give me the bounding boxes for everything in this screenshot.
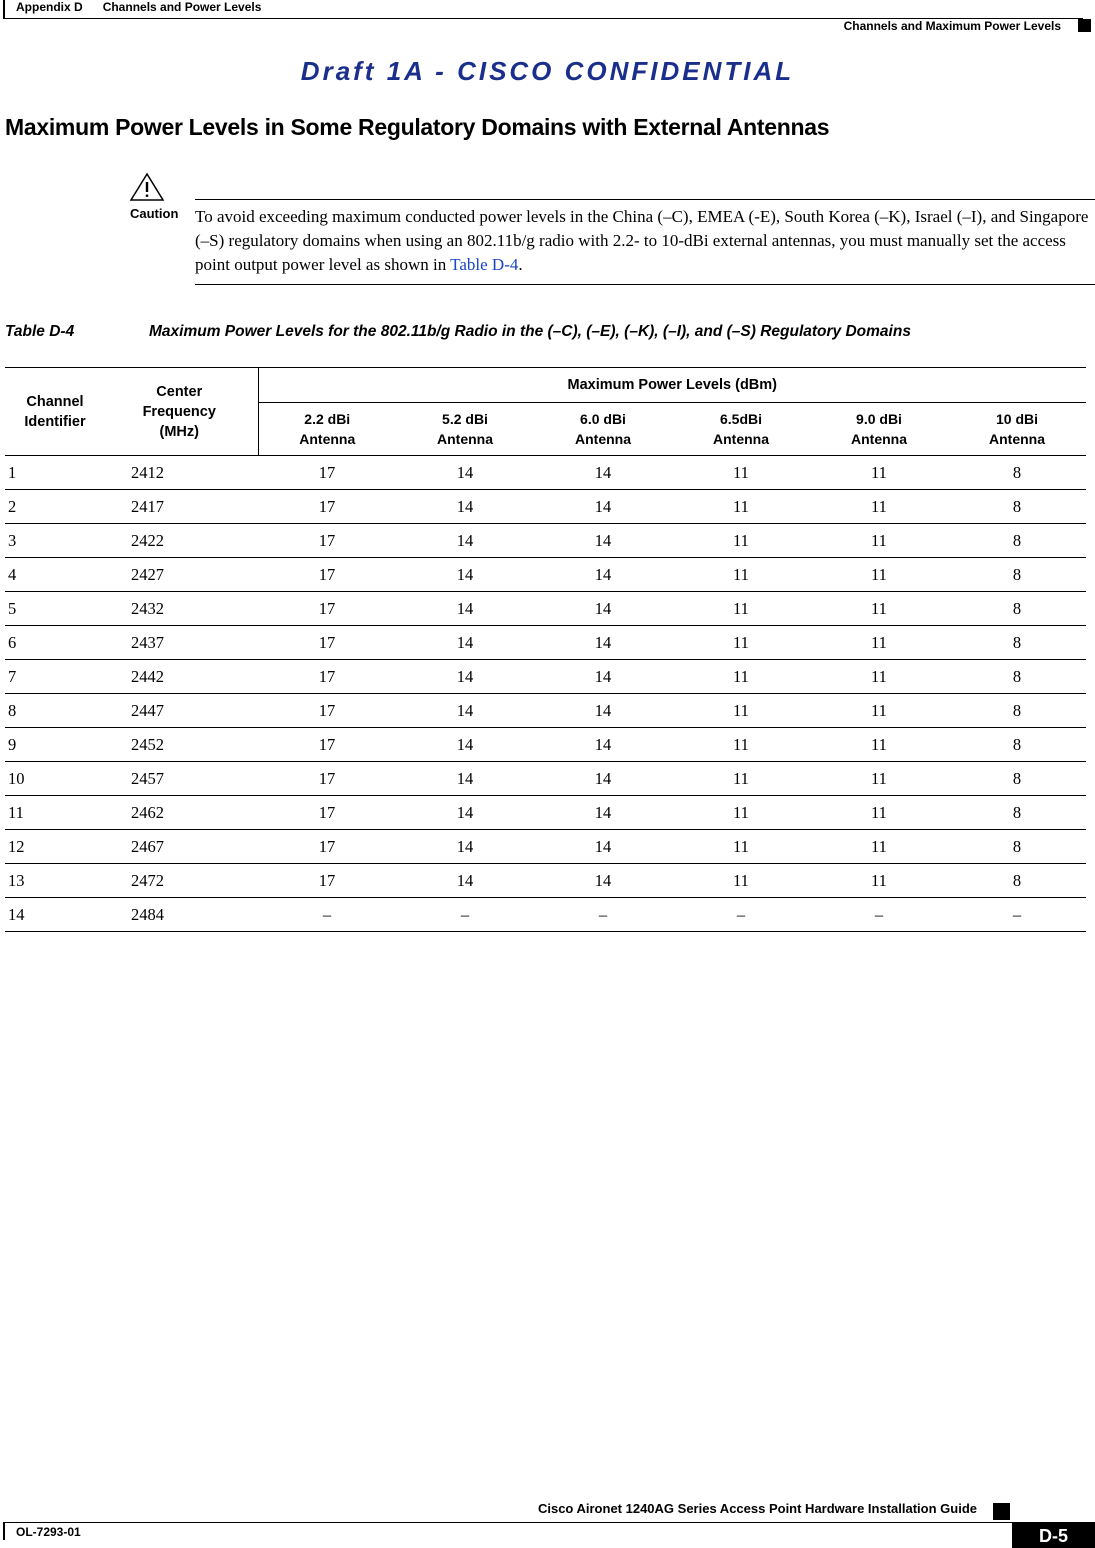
header-antenna-line: Antenna [437, 431, 493, 447]
power-cell: 17 [258, 558, 396, 592]
power-cell: 11 [810, 456, 948, 490]
caution-rule-bottom [195, 284, 1095, 285]
channel-cell: 6 [5, 626, 105, 660]
header-breadcrumb [16, 0, 261, 14]
channel-cell: 11 [5, 796, 105, 830]
power-cell: 17 [258, 796, 396, 830]
table-d4-link[interactable]: Table D-4 [450, 255, 519, 274]
power-cell: 8 [948, 830, 1086, 864]
table-row [5, 626, 1086, 660]
header-antenna-2 [534, 403, 672, 456]
power-cell: 17 [258, 456, 396, 490]
power-cell: – [672, 898, 810, 932]
power-cell: 11 [810, 490, 948, 524]
power-cell: 14 [534, 830, 672, 864]
frequency-cell: 2417 [105, 490, 258, 524]
header-antenna-line: Antenna [299, 431, 356, 447]
header-antenna-line: Antenna [575, 431, 631, 447]
power-cell: 14 [396, 762, 534, 796]
power-cell: 8 [948, 524, 1086, 558]
power-cell: 17 [258, 830, 396, 864]
power-cell: 8 [948, 762, 1086, 796]
power-cell: – [810, 898, 948, 932]
power-cell: 14 [534, 490, 672, 524]
power-cell: 14 [534, 694, 672, 728]
power-cell: 11 [672, 830, 810, 864]
footer-square [993, 1503, 1010, 1520]
table-row [5, 490, 1086, 524]
frequency-cell: 2452 [105, 728, 258, 762]
header-antenna-line: 10 dBi [995, 411, 1038, 427]
power-cell: 14 [396, 728, 534, 762]
power-cell: 8 [948, 490, 1086, 524]
header-antenna-line: 2.2 dBi [304, 411, 351, 427]
power-cell: 14 [534, 456, 672, 490]
power-cell: 8 [948, 728, 1086, 762]
power-cell: 11 [810, 728, 948, 762]
power-cell: 11 [672, 762, 810, 796]
power-cell: 8 [948, 456, 1086, 490]
power-cell: – [258, 898, 396, 932]
caution-text [195, 205, 1095, 277]
header-appendix: Appendix D [16, 0, 83, 14]
power-cell: 17 [258, 660, 396, 694]
header-antenna-1 [396, 403, 534, 456]
caution-body: To avoid exceeding maximum conducted power levels in the China (–C), EMEA (-E), South Korea (–K), Israel (–I), and Singapore (–S) regulatory domains when using an 802.11b/g radio with 2.2- to 10-dBi external antennas, you must manually set the access point output power level as shown in [195, 207, 1089, 274]
channel-cell: 1 [5, 456, 105, 490]
frequency-cell: 2437 [105, 626, 258, 660]
power-cell: 11 [672, 728, 810, 762]
power-cell: 11 [810, 762, 948, 796]
power-cell: 14 [534, 762, 672, 796]
power-cell: 14 [396, 592, 534, 626]
table-row [5, 796, 1086, 830]
power-cell: 14 [396, 524, 534, 558]
power-cell: 17 [258, 728, 396, 762]
table-row [5, 694, 1086, 728]
power-cell: 11 [672, 864, 810, 898]
header-max-power-levels: Maximum Power Levels (dBm) [258, 368, 1086, 403]
frequency-cell: 2422 [105, 524, 258, 558]
power-cell: 11 [672, 490, 810, 524]
header-center-frequency: Center Frequency (MHz) [105, 368, 258, 456]
power-cell: 14 [534, 660, 672, 694]
frequency-cell: 2484 [105, 898, 258, 932]
header-antenna-line: Antenna [851, 431, 907, 447]
channel-cell: 7 [5, 660, 105, 694]
header-antenna-line: 6.0 dBi [580, 411, 626, 427]
channel-cell: 8 [5, 694, 105, 728]
power-cell: 14 [396, 660, 534, 694]
power-cell: 11 [810, 626, 948, 660]
table-row [5, 558, 1086, 592]
power-cell: 8 [948, 694, 1086, 728]
table-row [5, 592, 1086, 626]
header-antenna-line: 5.2 dBi [442, 411, 488, 427]
power-cell: 8 [948, 626, 1086, 660]
frequency-cell: 2447 [105, 694, 258, 728]
header-antenna-5 [948, 403, 1086, 456]
power-cell: 17 [258, 864, 396, 898]
table-row [5, 898, 1086, 932]
power-cell: 14 [396, 490, 534, 524]
table-row [5, 762, 1086, 796]
header-antenna-4 [810, 403, 948, 456]
footer-page-number: D-5 [1039, 1526, 1069, 1546]
table-row [5, 524, 1086, 558]
footer-page-tab [1012, 1522, 1095, 1548]
table-number: Table D-4 [5, 323, 75, 340]
footer-left-bar [3, 1522, 5, 1540]
power-cell: 14 [396, 456, 534, 490]
header-antenna-3 [672, 403, 810, 456]
power-cell: 11 [672, 524, 810, 558]
header-square [1078, 19, 1091, 32]
table-caption [5, 323, 911, 341]
caution-label: Caution [130, 206, 179, 221]
table-row [5, 830, 1086, 864]
power-cell: 14 [396, 694, 534, 728]
power-cell: 17 [258, 592, 396, 626]
power-cell: 8 [948, 592, 1086, 626]
footer-doc-number: OL-7293-01 [16, 1525, 81, 1539]
frequency-cell: 2427 [105, 558, 258, 592]
power-cell: 11 [672, 592, 810, 626]
power-cell: 11 [810, 830, 948, 864]
frequency-cell: 2462 [105, 796, 258, 830]
power-cell: 14 [396, 830, 534, 864]
power-cell: 17 [258, 490, 396, 524]
power-cell: 11 [672, 796, 810, 830]
power-cell: 11 [810, 694, 948, 728]
header-antenna-line: 6.5dBi [719, 411, 762, 427]
draft-banner: Draft 1A - CISCO CONFIDENTIAL [300, 56, 795, 86]
power-cell: 8 [948, 864, 1086, 898]
frequency-cell: 2432 [105, 592, 258, 626]
power-cell: 11 [810, 592, 948, 626]
power-cell: 11 [810, 864, 948, 898]
power-cell: 8 [948, 660, 1086, 694]
power-cell: – [534, 898, 672, 932]
table-row [5, 456, 1086, 490]
frequency-cell: 2412 [105, 456, 258, 490]
power-levels-table [5, 367, 1086, 932]
channel-cell: 9 [5, 728, 105, 762]
power-cell: 14 [396, 864, 534, 898]
power-cell: 11 [672, 456, 810, 490]
power-cell: 14 [396, 796, 534, 830]
table-caption-text: Maximum Power Levels for the 802.11b/g Radio in the (–C), (–E), (–K), (–I), and (–S) Regulatory Domains [149, 323, 911, 340]
power-cell: 17 [258, 694, 396, 728]
channel-cell: 12 [5, 830, 105, 864]
power-cell: 11 [672, 626, 810, 660]
power-cell: – [396, 898, 534, 932]
table-row [5, 660, 1086, 694]
frequency-cell: 2467 [105, 830, 258, 864]
power-cell: 14 [534, 592, 672, 626]
power-cell: 8 [948, 796, 1086, 830]
power-cell: 11 [810, 796, 948, 830]
power-cell: 17 [258, 524, 396, 558]
power-cell: 11 [672, 558, 810, 592]
frequency-cell: 2457 [105, 762, 258, 796]
section-title: Maximum Power Levels in Some Regulatory Domains with External Antennas [5, 114, 830, 140]
caution-rule-top [195, 199, 1095, 200]
power-cell: 14 [396, 558, 534, 592]
channel-cell: 2 [5, 490, 105, 524]
power-cell: 14 [396, 626, 534, 660]
channel-cell: 3 [5, 524, 105, 558]
frequency-cell: 2472 [105, 864, 258, 898]
header-channel-identifier: Channel Identifier [5, 368, 105, 456]
footer-guide-title: Cisco Aironet 1240AG Series Access Point Hardware Installation Guide [537, 1501, 977, 1516]
caution-icon [129, 172, 165, 202]
power-cell: 11 [810, 524, 948, 558]
header-section: Channels and Maximum Power Levels [843, 19, 1061, 33]
header-chapter: Channels and Power Levels [102, 0, 262, 14]
caution-end: . [518, 255, 523, 274]
channel-cell: 10 [5, 762, 105, 796]
power-cell: – [948, 898, 1086, 932]
power-cell: 11 [672, 694, 810, 728]
table-row [5, 864, 1086, 898]
header-antenna-line: Antenna [713, 431, 769, 447]
power-cell: 14 [534, 796, 672, 830]
channel-cell: 4 [5, 558, 105, 592]
frequency-cell: 2442 [105, 660, 258, 694]
power-cell: 14 [534, 558, 672, 592]
power-cell: 17 [258, 626, 396, 660]
footer-rule [3, 1522, 1083, 1523]
header-left-bar [3, 0, 5, 18]
power-cell: 11 [810, 660, 948, 694]
channel-cell: 13 [5, 864, 105, 898]
header-antenna-line: Antenna [989, 431, 1045, 447]
header-antenna-line: 9.0 dBi [856, 411, 902, 427]
power-cell: 14 [534, 524, 672, 558]
header-antenna-0 [258, 403, 396, 456]
power-cell: 14 [534, 626, 672, 660]
power-cell: 8 [948, 558, 1086, 592]
channel-cell: 5 [5, 592, 105, 626]
power-cell: 14 [534, 864, 672, 898]
table-row [5, 728, 1086, 762]
channel-cell: 14 [5, 898, 105, 932]
power-cell: 11 [672, 660, 810, 694]
power-cell: 17 [258, 762, 396, 796]
power-cell: 11 [810, 558, 948, 592]
power-cell: 14 [534, 728, 672, 762]
